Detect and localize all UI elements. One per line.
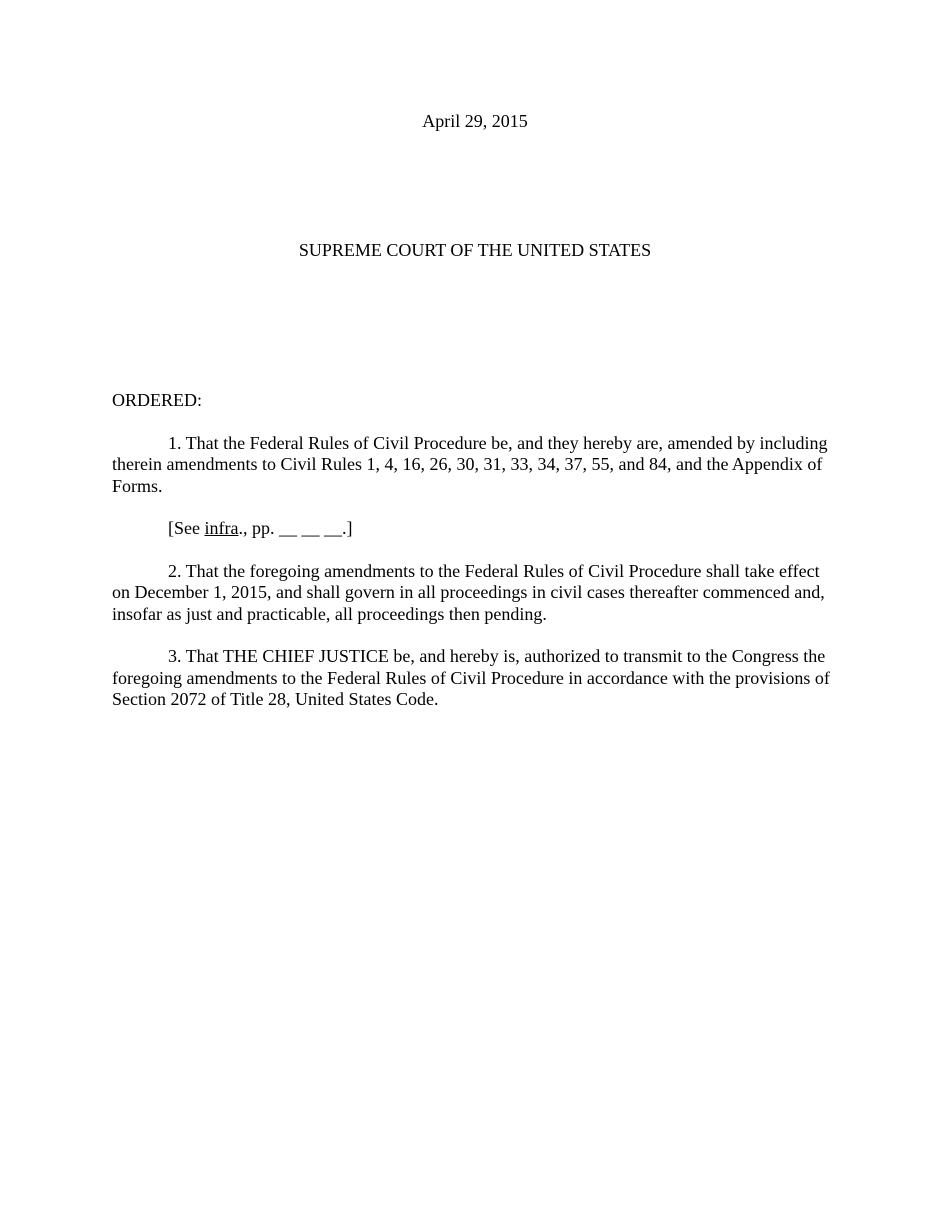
see-reference: [112, 518, 838, 540]
see-open: [See: [168, 518, 205, 538]
see-infra: infra: [204, 518, 239, 538]
paragraph-2: 2. That the foregoing amendments to the Federal Rules of Civil Procedure shall take effect on December 1, 2015, and shall govern in all proceedings in civil cases thereafter commenced and, insofar as just and practicable, all proceedings then pending.: [112, 560, 825, 624]
paragraph-3: 3. That THE CHIEF JUSTICE be, and hereby is, authorized to transmit to the Congress the foregoing amendments to the Federal Rules of Civil Procedure in accordance with the provisions of Section 2072 of Title 28, United States Code.: [112, 646, 830, 709]
ordered-heading: ORDERED:: [112, 390, 202, 410]
order-body: [112, 390, 838, 732]
order-date: April 29, 2015: [422, 111, 528, 131]
see-pages: ., pp. __ __ __.]: [238, 518, 353, 538]
paragraph-1: 1. That the Federal Rules of Civil Procedure be, and they hereby are, amended by including therein amendments to Civil Rules 1, 4, 16, 26, 30, 31, 33, 34, 37, 55, and 84, and the Appendix of Forms.: [112, 432, 828, 496]
court-title: SUPREME COURT OF THE UNITED STATES: [298, 240, 652, 260]
